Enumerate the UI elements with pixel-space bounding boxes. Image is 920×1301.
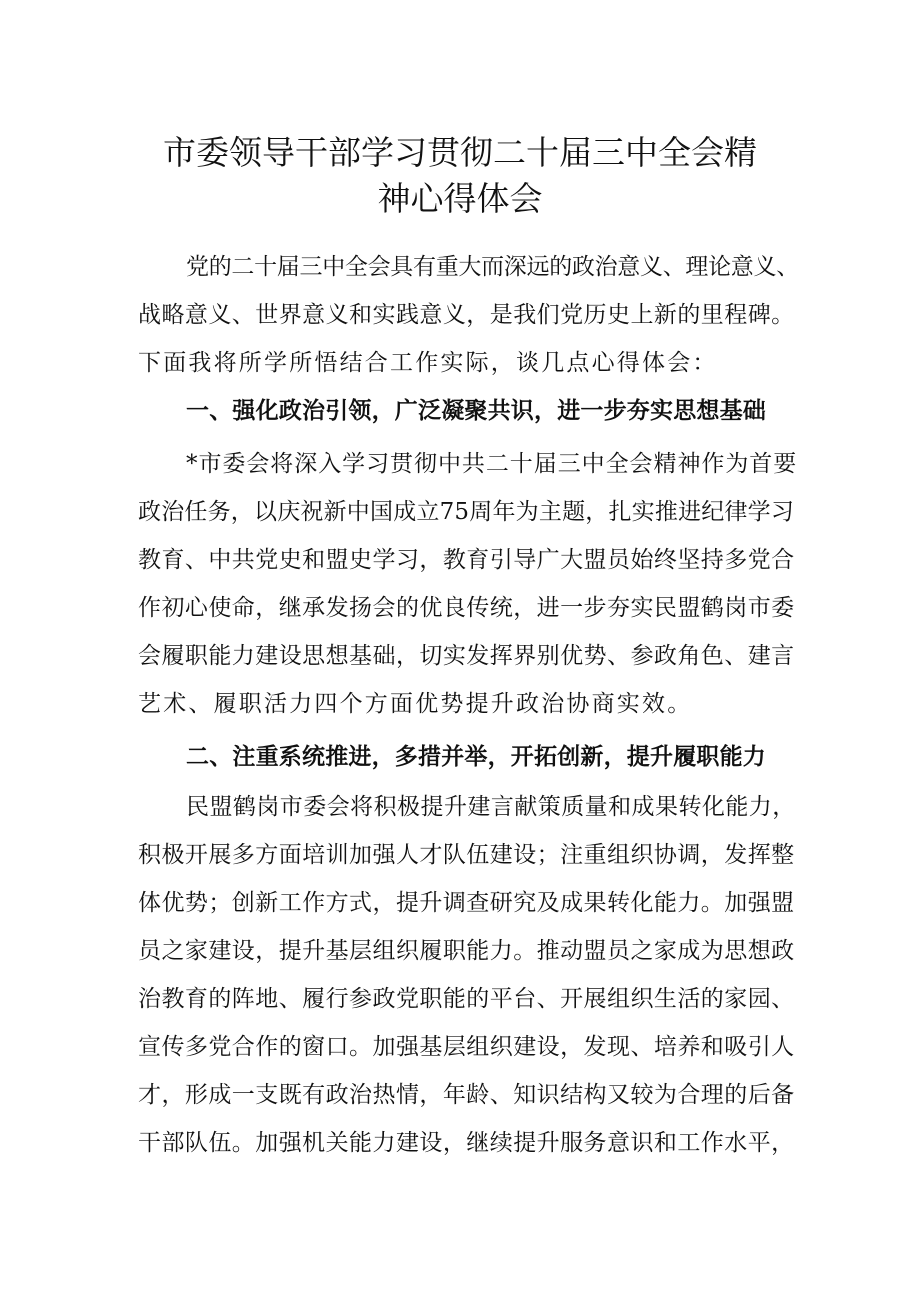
section-1-line-6: 艺术、履职活力四个方面优势提升政治协商实效。 [138,691,693,717]
section-2-line-6: 宣传多党合作的窗口。加强基层组织建设，发现、培养和吸引人 [138,1034,795,1060]
section-2-line-3: 体优势；创新工作方式，提升调查研究及成果转化能力。加强盟 [138,890,795,916]
section-1-line-4: 作初心使命，继承发扬会的优良传统，进一步夯实民盟鹤岗市委 [138,595,795,621]
intro-line-3: 下面我将所学所悟结合工作实际，谈几点心得体会： [138,350,718,376]
intro-line-1: 党的二十届三中全会具有重大而深远的政治意义、理论意义、 [186,254,799,280]
section-1-line-3: 教育、中共党史和盟史学习，教育引导广大盟员始终坚持多党合 [138,547,795,573]
intro-line-2: 战略意义、世界意义和实践意义，是我们党历史上新的里程碑。 [138,302,795,328]
document-title-line-2: 神心得体会 [377,179,543,218]
section-2-line-2: 积极开展多方面培训加强人才队伍建设；注重组织协调，发挥整 [138,842,795,868]
section-2-line-4: 员之家建设，提升基层组织履职能力。推动盟员之家成为思想政 [138,938,795,964]
section-1-line-2: 政治任务，以庆祝新中国成立75周年为主题，扎实推进纪律学习 [138,499,795,525]
section-2-line-5: 治教育的阵地、履行参政党职能的平台、开展组织生活的家园、 [138,986,795,1012]
section-1-line-5: 会履职能力建设思想基础，切实发挥界别优势、参政角色、建言 [138,643,795,669]
section-2-line-1: 民盟鹤岗市委会将积极提升建言献策质量和成果转化能力， [186,794,796,820]
section-1-line-1: *市委会将深入学习贯彻中共二十届三中全会精神作为首要 [186,451,798,477]
section-2-heading: 二、注重系统推进，多措并举，开拓创新，提升履职能力 [186,744,766,770]
section-2-line-7: 才，形成一支既有政治热情，年龄、知识结构又较为合理的后备 [138,1082,795,1108]
document-title-line-1: 市委领导干部学习贯彻二十届三中全会精 [163,133,757,172]
section-2-line-8: 干部队伍。加强机关能力建设，继续提升服务意识和工作水平， [138,1130,795,1156]
section-1-heading: 一、强化政治引领，广泛凝聚共识，进一步夯实思想基础 [186,398,766,424]
